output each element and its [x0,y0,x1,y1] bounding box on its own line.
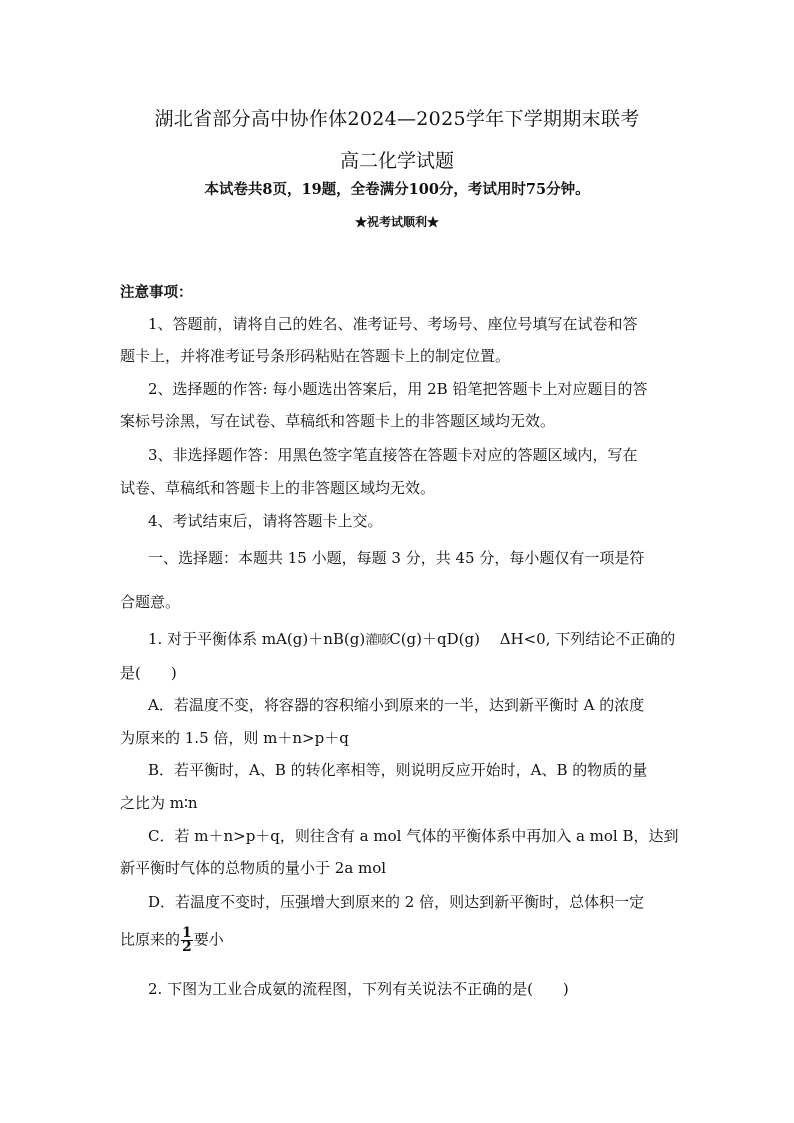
question-2-stem: 2. 下图为工业合成氨的流程图，下列有关说法不正确的是( ) [148,980,569,998]
notice-heading: 注意事项： [120,284,193,301]
question-1-option-d-line-2 [120,927,224,954]
equilibrium-arrow-label: 灌嘭 [365,633,390,648]
notice-item-2-line-1: 2、选择题的作答: 每小题选出答案后，用 2B 铅笔把答题卡上对应题目的答 [148,380,648,398]
section-1-heading-line-2: 合题意。 [120,593,181,611]
question-1-option-c-line-2: 新平衡时气体的总物质的量小于 2a mol [120,859,387,877]
notice-item-3-line-1: 3、非选择题作答：用黑色签字笔直接答在答题卡对应的答题区域内，写在 [148,446,638,464]
exam-title: 湖北省部分高中协作体2024—2025学年下学期期末联考 [154,108,640,130]
good-luck-note: ★祝考试顺利★ [354,215,439,229]
question-1-option-d-line-1: D．若温度不变时，压强增大到原来的 2 倍，则达到新平衡时，总体积一定 [148,893,645,911]
notice-item-3-line-2: 试卷、草稿纸和答题卡上的非答题区域均无效。 [120,479,436,497]
option-d-prefix: 比原来的 [120,930,181,949]
question-1-stem-line-2: 是( ) [120,664,177,682]
question-1-stem-part-b: C(g)＋qD(g) ΔH<0, 下列结论不正确的 [389,630,676,648]
question-1-stem-part-a: 1. 对于平衡体系 mA(g)＋nB(g) [148,630,366,648]
option-d-suffix: 要小 [193,930,224,949]
notice-item-4: 4、考试结束后，请将答题卡上交。 [148,512,383,530]
notice-item-1-line-1: 1、答题前，请将自己的姓名、准考证号、考场号、座位号填写在试卷和答 [148,315,638,333]
section-1-heading-line-1: 一、选择题：本题共 15 小题，每题 3 分，共 45 分，每小题仅有一项是符 [148,549,645,567]
fraction-denominator: 2 [182,939,192,955]
exam-info: 本试卷共8页，19题，全卷满分100分，考试用时75分钟。 [204,181,590,198]
notice-item-2-line-2: 案标号涂黑，写在试卷、草稿纸和答题卡上的非答题区域均无效。 [120,412,556,430]
question-1-option-b-line-1: B．若平衡时，A、B 的转化率相等，则说明反应开始时，A、B 的物质的量 [148,761,648,779]
subject-title: 高二化学试题 [339,150,454,172]
question-1-option-c-line-1: C．若 m＋n>p＋q，则往含有 a mol 气体的平衡体系中再加入 a mol B，达到 [148,827,679,845]
question-1-stem [148,628,675,649]
notice-item-1-line-2: 题卡上，并将准考证号条形码粘贴在答题卡上的制定位置。 [120,347,511,365]
one-half-fraction [181,927,193,954]
question-1-option-a-line-2: 为原来的 1.5 倍，则 m＋n>p＋q [120,729,349,747]
question-1-option-b-line-2: 之比为 m∶n [120,794,198,812]
fraction-numerator: 1 [182,925,192,941]
question-1-option-a-line-1: A．若温度不变，将容器的容积缩小到原来的一半，达到新平衡时 A 的浓度 [148,696,645,714]
